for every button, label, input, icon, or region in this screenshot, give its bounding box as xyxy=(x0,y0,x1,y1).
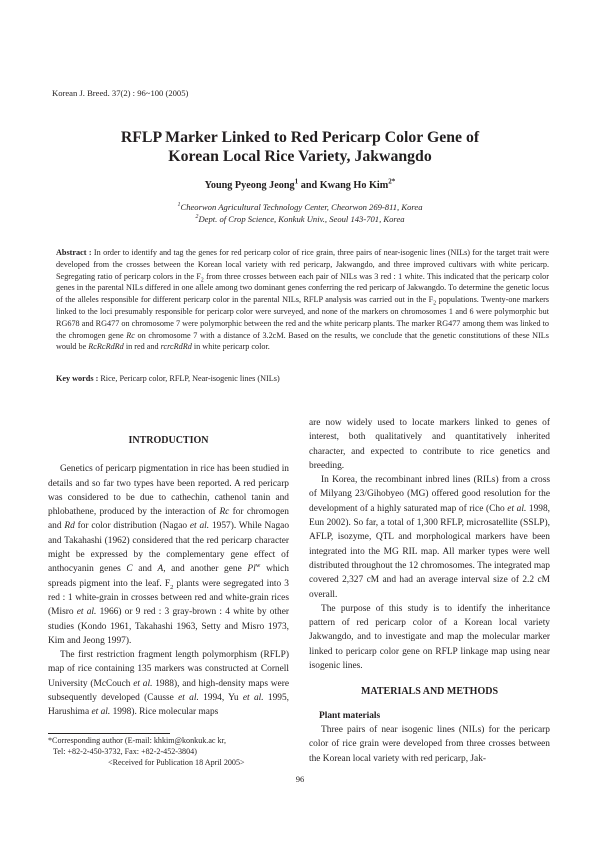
author-1: Young Pyeong Jeong xyxy=(204,180,295,191)
affiliation-2: $^2$Dept. of Crop Science, Konkuk Univ., Seoul 143-701, Korea xyxy=(195,213,405,224)
intro-heading: INTRODUCTION xyxy=(128,435,209,446)
title-line-2: Korean Local Rice Variety, Jakwangdo xyxy=(168,148,432,165)
affiliation-1: $^1$Cheorwon Agricultural Technology Center, Cheorwon 269-811, Korea xyxy=(177,202,423,212)
plant-materials-heading: Plant materials xyxy=(319,710,381,721)
footnote xyxy=(48,736,298,768)
author-2-affil-mark: 2* xyxy=(388,177,396,186)
affiliations xyxy=(0,202,600,225)
author-2: Kwang Ho Kim xyxy=(319,180,389,191)
keywords xyxy=(56,373,549,385)
page-number: 96 xyxy=(295,774,305,784)
right-column xyxy=(309,416,550,766)
footnote-rule xyxy=(48,733,170,734)
footnote-contact: Tel: +82-2-450-3732, Fax: +82-2-452-3804) xyxy=(53,746,197,756)
journal-citation: Korean J. Breed. 37(2) : 96~100 (2005) xyxy=(52,88,189,98)
author-conjunction: and xyxy=(298,180,320,191)
methods-paragraph-1: Three pairs of near isogenic lines (NILs) for the pericarp color of rice grain were developed from three crosses between the Korean local variety with red pericarp, Jak- xyxy=(309,724,550,764)
author-1-affil-mark: 1 xyxy=(294,177,299,186)
footnote-corresponding: *Corresponding author (E-mail: khkim@konkuk.ac kr, xyxy=(48,736,226,745)
abstract-label: Abstract : xyxy=(56,248,92,257)
title-line-1: RFLP Marker Linked to Red Pericarp Color Gene of xyxy=(120,129,480,146)
intro-paragraph-2: The first restriction fragment length polymorphism (RFLP) map of rice containing 135 markers was constructed at Cornell University (McCouch et al. 1988), and high-density maps were subsequently developed (Causse et al. 1994, Yu et al. 1995, Harushima et al. 1998). Rice molecular maps xyxy=(48,650,290,718)
paper-title xyxy=(0,128,600,166)
footnote-received: <Received for Publication 18 April 2005> xyxy=(108,757,245,767)
methods-heading: MATERIALS AND METHODS xyxy=(360,686,499,698)
keywords-text: Rice, Pericarp color, RFLP, Near-isogenic lines (NILs) xyxy=(98,374,280,383)
intro-paragraph-1: Genetics of pericarp pigmentation in rice has been studied in details and so far two types have been reported. A red pericarp was considered to be due to cathechin, cathenol tanin and phlobathene, produced by the interaction of Rc for chromogen and Rd for color distribution (Nagao et al. 1957). While Nagao and Takahashi (1962) considered that the red pericarp character might be expressed by the complementary gene effect of anthocyanin genes C and A, and another gene Pl$^w$ which spreads pigment into the leaf. $F_2$ plants were segregated into 3 red : 1 white-grain in crosses between red and white-grain rices (Misro et al. 1966) or 9 red : 3 gray-brown : 4 white by other studies (Kondo 1961, Takahashi 1963, Setty and Misro 1973, Kim and Jeong 1997). xyxy=(48,464,290,646)
intro-paragraph-4: The purpose of this study is to identify the inheritance pattern of red pericarp color of a Korean local variety Jakwangdo, and to investigate and map the molecular marker linked to pericarp color gene on RFLP linkage map using near isogenic lines. xyxy=(309,603,550,672)
author-list xyxy=(0,177,600,191)
intro-continuation: are now widely used to locate markers linked to genes of interest, both qualitatively and quantitatively inherited character, and expected to contribute to rice genetics and breeding. xyxy=(309,418,550,471)
intro-paragraph-3: In Korea, the recombinant inbred lines (RILs) from a cross of Milyang 23/Gihobyeo (MG) offered good resolution for the development of a highly saturated map of rice (Cho et al. 1998, Eun 2002). So far, a total of 1,300 RFLP, microsatellite (SSLP), AFLP, isozyme, QTL and morphological markers have been integrated into the MG RIL map. All marker types were well distributed throughout the 12 chromosomes. The integrated map covered 2,327 cM and had an average interval size of 2.2 cM overall. xyxy=(309,475,550,600)
keywords-label: Key words : xyxy=(56,374,99,383)
left-column xyxy=(48,434,289,720)
abstract: Abstract : In order to identify and tag the genes for red pericarp color of rice grain, three pairs of near-isogenic lines (NILs) for the target trait were developed from the crosses between the Korean local variety with red pericarp, Jakwangdo, and three improved cultivars with white pericarp. Segregating ratio of pericarp colors in the $F_2$ from three crosses between each pair of NILs was 3 red : 1 white. This indicated that the pericarp color genes in the parental NILs differed in one allele among two dominant genes conferring the red pericarp of Jakwangdo. To determine the genetic locus of the alleles responsible for different pericarp color in the parental NILs, RFLP analysis was carried out in the $F_2$ populations. Twenty-one markers linked to the loci presumably responsible for pericarp color were surveyed, and none of the markers on chromosomes 1 and 6 were polymorphic but RG678 and RG477 on chromosome 7 were polymorphic between the red and the white pericarp plants. The marker RG477 among them was linked to the chromogen gene Rc on chromosome 7 with a distance of 3.2cM. Based on the results, we conclude that the genetic constitutions of these NILs would be RcRcRdRd in red and rcrcRdRd in white pericarp color. xyxy=(56,248,549,352)
